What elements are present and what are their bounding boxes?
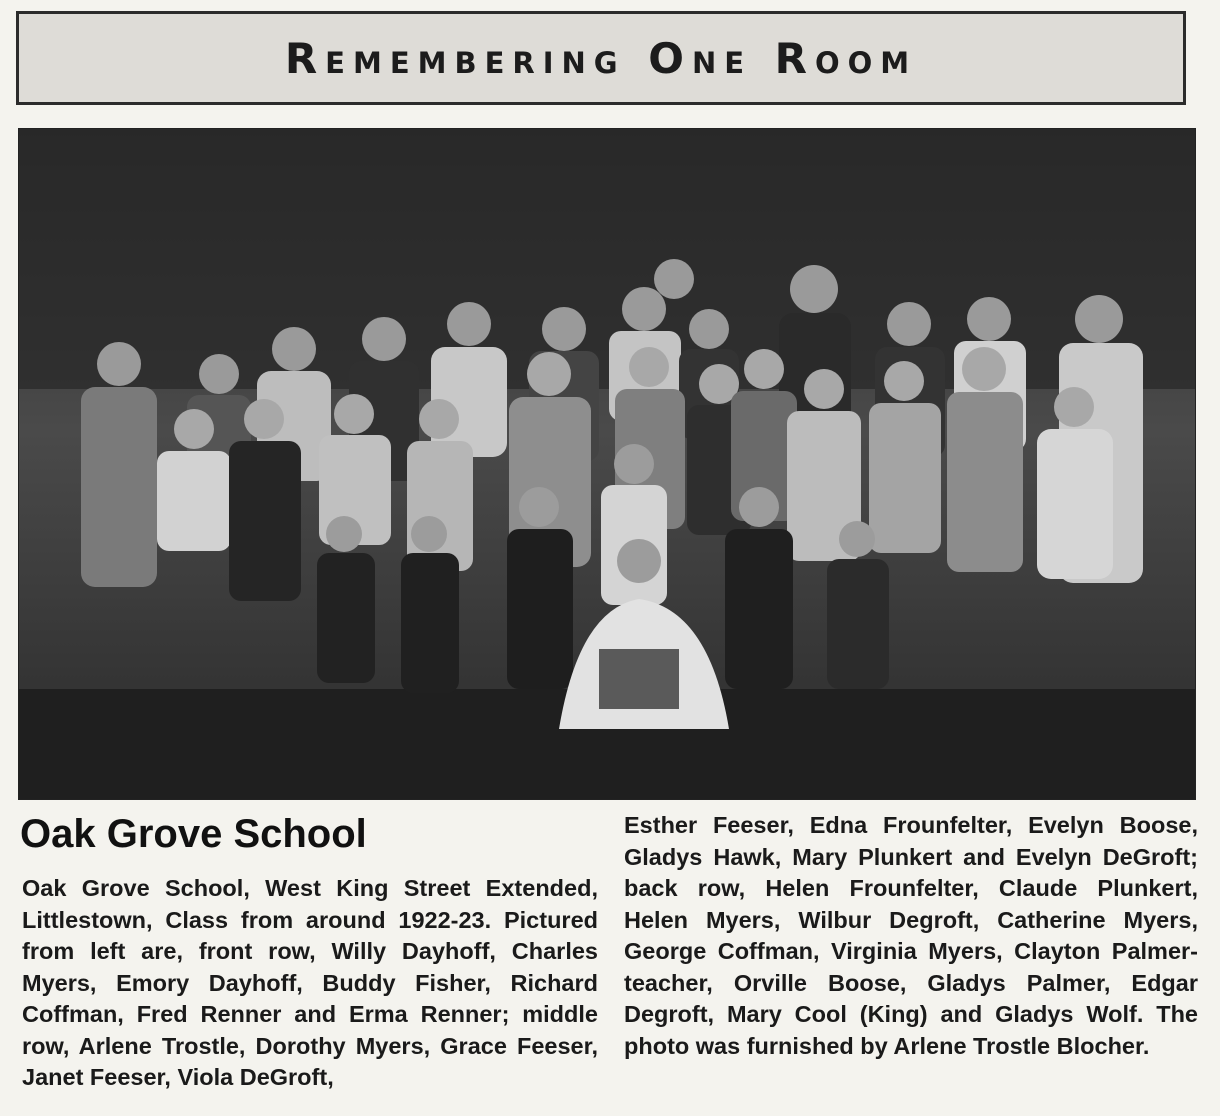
- group-photo-image: [19, 129, 1195, 799]
- section-banner: [16, 11, 1186, 105]
- class-group-photo: [18, 128, 1196, 800]
- banner-title: Remembering One Room: [284, 33, 918, 83]
- article-headline: Oak Grove School: [20, 812, 367, 856]
- caption-column-right: Esther Feeser, Edna Frounfelter, Evelyn Boose, Gladys Hawk, Mary Plunkert and Evelyn DeGroft; back row, Helen Frounfelter, Claude Plunkert, Helen Myers, Wilbur Degroft, Catherine Myers, George Coffman, Virginia Myers, Clayton Palmer-teacher, Orville Boose, Gladys Palmer, Edgar Degroft, Mary Cool (King) and Gladys Wolf. The photo was furnished by Arlene Trostle Blocher.: [624, 812, 1198, 1059]
- caption-column-left: Oak Grove School, West King Street Extended, Littlestown, Class from around 1922-23. Pictured from left are, front row, Willy Dayhoff, Charles Myers, Emory Dayhoff, Buddy Fisher, Richard Coffman, Fred Renner and Erma Renner; middle row, Arlene Trostle, Dorothy Myers, Grace Feeser, Janet Feeser, Viola DeGroft,: [22, 875, 598, 1090]
